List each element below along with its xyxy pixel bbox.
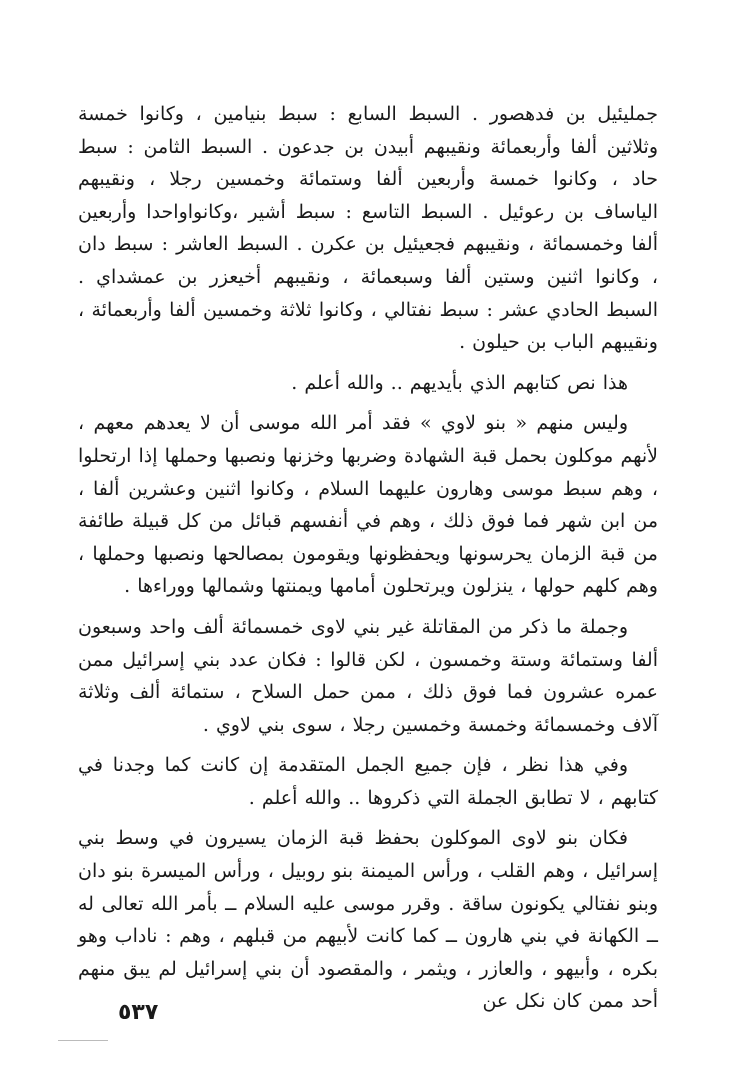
paragraph-6: فكان بنو لاوى الموكلون بحفظ قبة الزمان يسيرون في وسط بني إسرائيل ، وهم القلب ، ورأس الميمنة بنو روبيل ، ورأس الميسرة بنو دان وبنو نفتالي يكونون ساقة . وقرر موسى عليه السلام ــ بأمر الله تعالى له ــ الكهانة في بني هارون ــ كما كانت لأبيهم من قبلهم ، وهم : ناداب وهو بكره ، وأبيهو ، والعازر ، ويثمر ، والمقصود أن بني إسرائيل لم يبق منهم أحد ممن كان نكل عن [78,827,658,1013]
footer-rule [58,1040,108,1041]
paragraph-2: هذا نص كتابهم الذي بأيديهم .. والله أعلم . [291,371,628,394]
page-number: ٥٣٧ [118,1000,159,1025]
page-body [78,98,658,1018]
paragraph-3: وليس منهم « بنو لاوي » فقد أمر الله موسى أن لا يعدهم معهم ، لأنهم موكلون بحمل قبة الشهادة وضربها وخزنها ونصبها وحملها إذا ارتحلوا ، وهم سبط موسى وهارون عليهما السلام ، وكانوا اثنين وعشرين ألفا ، من ابن شهر فما فوق ذلك ، وهم في أنفسهم قبائل من كل قبيلة طائفة من قبة الزمان يحرسونها ويحفظونها ويقومون بمصالحها ونصبها وحملها ، وهم كلهم حولها ، ينزلون ويرتحلون أمامها ويمنتها وشمالها ووراءها . [78,412,658,598]
paragraph-4: وجملة ما ذكر من المقاتلة غير بني لاوى خمسمائة ألف واحد وسبعون ألفا وستمائة وستة وخمسون ، لكن قالوا : فكان عدد بني إسرائيل ممن عمره عشرون فما فوق ذلك ، ممن حمل السلاح ، ستمائة ألف وثلاثة آلاف وخمسمائة وخمسة وخمسين رجلا ، سوى بني لاوي . [78,615,658,736]
paragraph-1: جمليئيل بن فدهصور . السبط السابع : سبط بنيامين ، وكانوا خمسة وثلاثين ألفا وأربعمائة ونقيبهم أبيدن بن جدعون . السبط الثامن : سبط حاد ، وكانوا خمسة وأربعين ألفا وستمائة وخمسين رجلا ، ونقيبهم الياساف بن رعوئيل . السبط التاسع : سبط أشير ،وكانواواحدا وأربعين ألفا وخمسمائة ، ونقيبهم فجعيئيل بن عكرن . السبط العاشر : سبط دان ، وكانوا اثنين وستين ألفا وسبعمائة ، ونقيبهم أخيعزر بن عمشداي . السبط الحادي عشر : سبط نفتالي ، وكانوا ثلاثة وخمسين ألفا وأربعمائة ، ونقيبهم الباب بن حيلون . [78,103,658,354]
paragraph-5: وفي هذا نظر ، فإن جميع الجمل المتقدمة إن كانت كما وجدنا في كتابهم ، لا تطابق الجملة التي ذكروها .. والله أعلم . [78,754,658,809]
